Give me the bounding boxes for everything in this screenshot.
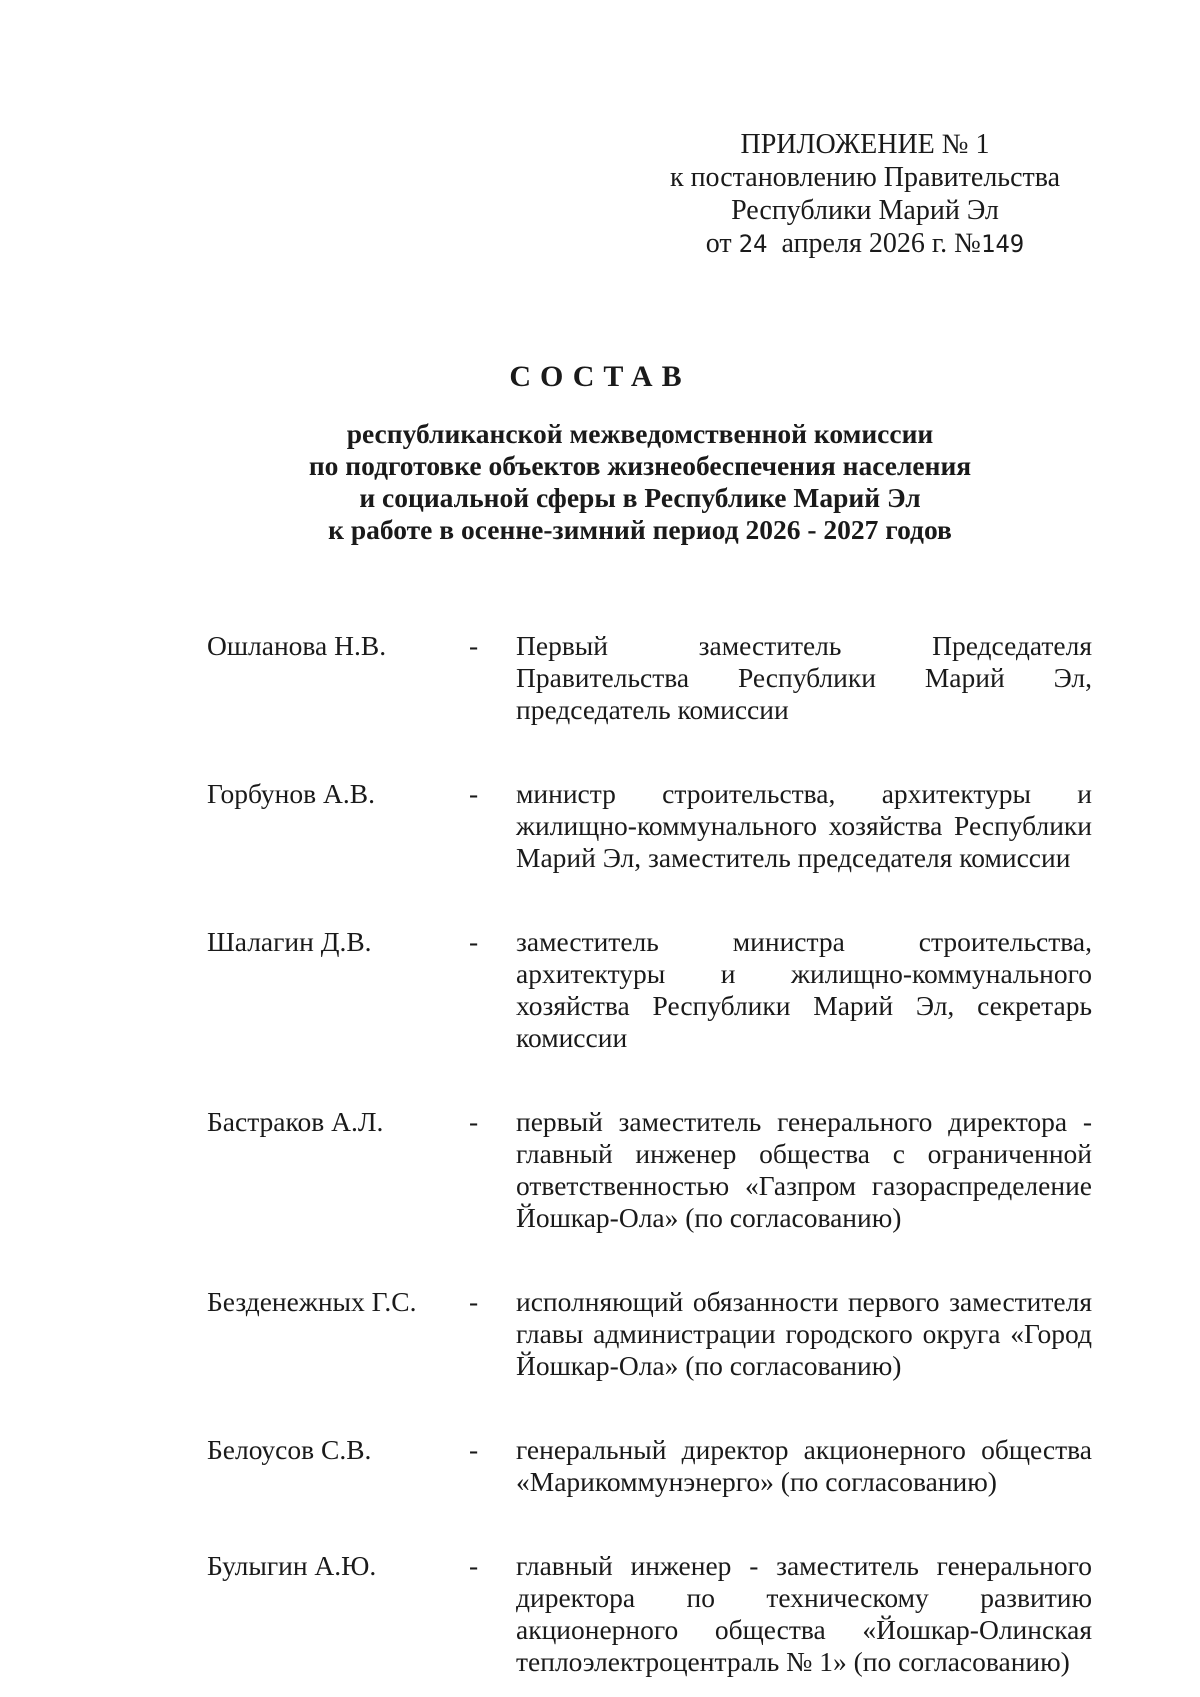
date-day: 24 [738,230,768,258]
member-name: Горбунов А.В. [207,778,375,809]
member-role: генеральный директор акционерного общества «Марикоммунэнерго» (по согласованию) [516,1434,1092,1497]
member-dash: - [469,926,479,957]
member-dash: - [469,1106,479,1137]
member-entry [207,1434,1092,1498]
subtitle-line: республиканской межведомственной комиссии [346,418,934,449]
member-dash: - [469,1286,479,1317]
date-rest: апреля 2026 г. № [781,228,981,259]
appendix-republic: Республики Марий Эл [731,195,999,226]
document-subtitle [200,418,1080,546]
member-role: министр строительства, архитектуры и жилищно-коммунального хозяйства Республики Марий Эл, заместитель председателя комиссии [516,778,1092,873]
member-entry [207,630,1092,726]
member-role: заместитель министра строительства, архитектуры и жилищно-коммунального хозяйства Республики Марий Эл, секретарь комиссии [516,926,1092,1053]
member-name: Безденежных Г.С. [207,1286,417,1317]
appendix-label: ПРИЛОЖЕНИЕ № [740,129,969,160]
member-dash: - [469,1550,479,1581]
member-role: Первый заместитель Председателя Правительства Республики Марий Эл, председатель комиссии [516,630,1092,725]
member-role: исполняющий обязанности первого заместителя главы администрации городского округа «Город Йошкар-Ола» (по согласованию) [516,1286,1092,1381]
member-entry [207,1106,1092,1234]
member-dash: - [469,630,479,661]
appendix-date-line [640,227,1090,261]
document-number: 149 [980,230,1025,258]
subtitle-line: по подготовке объектов жизнеобеспечения населения [308,450,972,481]
member-name: Бастраков А.Л. [207,1106,384,1137]
member-name: Ошланова Н.В. [207,630,387,661]
document-title: СОСТАВ [509,360,691,393]
member-entry [207,1550,1092,1678]
subtitle-line: и социальной сферы в Республике Марий Эл [359,482,921,513]
member-entry [207,1286,1092,1382]
member-entry [207,926,1092,1054]
member-name: Белоусов С.В. [207,1434,372,1465]
date-prefix: от [705,228,732,259]
appendix-reference: к постановлению Правительства [669,162,1061,193]
appendix-header [640,128,1090,261]
member-role: первый заместитель генерального директора - главный инженер общества с ограниченной ответственностью «Газпром газораспределение Йошкар-Ола» (по согласованию) [516,1106,1092,1233]
member-dash: - [469,1434,479,1465]
appendix-number: 1 [975,129,990,160]
member-name: Шалагин Д.В. [207,926,372,957]
members-list [207,630,1092,1678]
member-entry [207,778,1092,874]
member-dash: - [469,778,479,809]
subtitle-line: к работе в осенне-зимний период 2026 - 2027 годов [328,514,952,545]
appendix-label-line [640,128,1090,161]
member-name: Булыгин А.Ю. [207,1550,377,1581]
member-role: главный инженер - заместитель генерального директора по техническому развитию акционерного общества «Йошкар-Олинская теплоэлектроцентраль № 1» (по согласованию) [516,1550,1092,1677]
